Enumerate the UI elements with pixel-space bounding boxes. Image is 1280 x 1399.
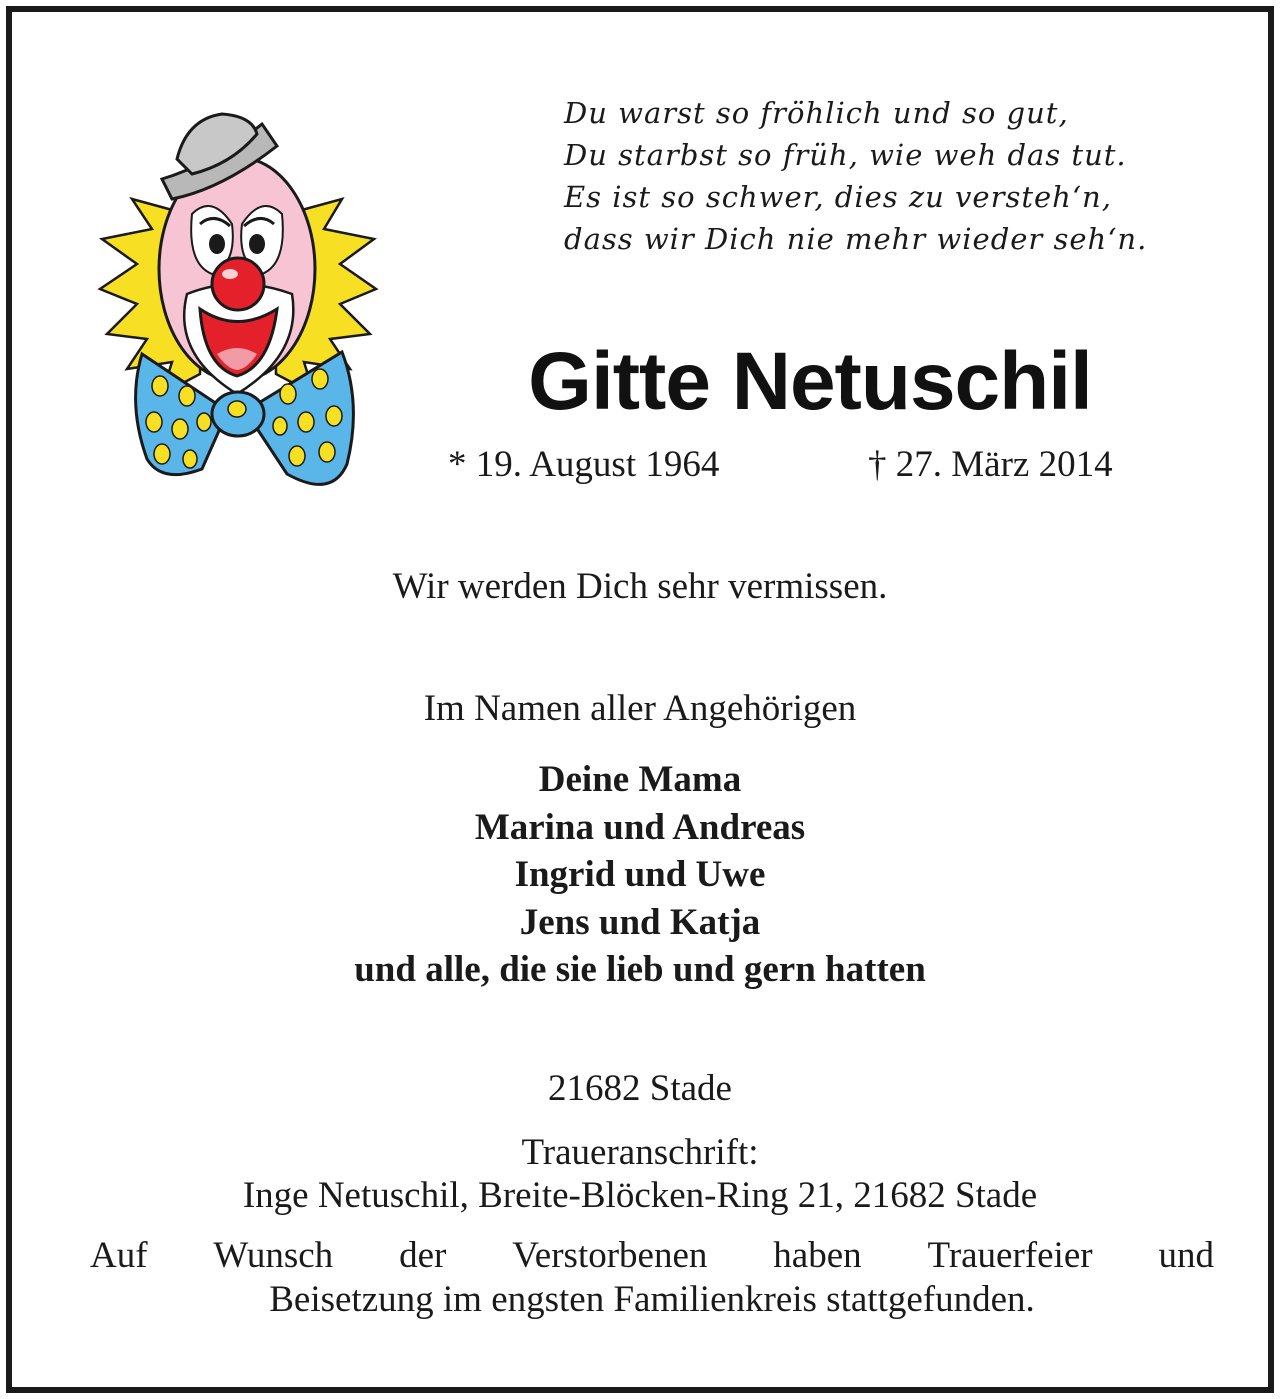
poem bbox=[564, 92, 1244, 260]
address-line: Inge Netuschil, Breite-Blöcken-Ring 21, 21682 Stade bbox=[242, 1175, 1038, 1216]
word: Auf bbox=[90, 1235, 148, 1276]
family-member: Ingrid und Uwe bbox=[514, 854, 766, 895]
poem-line: Es ist so schwer, dies zu versteh‘n, bbox=[564, 180, 1112, 214]
poem-line: Du starbst so früh, wie weh das tut. bbox=[564, 138, 1127, 172]
final-note-line-1 bbox=[90, 1234, 1214, 1278]
family-member: Jens und Katja bbox=[519, 901, 761, 943]
family-member: Deine Mama bbox=[538, 759, 742, 800]
behalf-line: Im Namen aller Angehörigen bbox=[423, 688, 857, 729]
city: 21682 Stade bbox=[548, 1068, 732, 1109]
poem-line: Du warst so fröhlich und so gut, bbox=[564, 96, 1069, 130]
address-label: Traueranschrift: bbox=[521, 1132, 759, 1173]
clown-icon bbox=[92, 104, 382, 514]
family-member: Marina und Andreas bbox=[474, 806, 806, 848]
word: und bbox=[1158, 1235, 1214, 1276]
word: der bbox=[399, 1235, 447, 1276]
word: Verstorbenen bbox=[512, 1235, 708, 1276]
deceased-name: Gitte Netuschil bbox=[528, 336, 1092, 427]
word: Wunsch bbox=[213, 1235, 334, 1276]
family-list bbox=[12, 756, 1268, 994]
poem-line: dass wir Dich nie mehr wieder seh‘n. bbox=[564, 222, 1148, 256]
death-date: † 27. März 2014 bbox=[868, 444, 1113, 485]
life-dates bbox=[432, 440, 1192, 490]
word: haben bbox=[773, 1235, 862, 1276]
obituary-notice bbox=[6, 6, 1274, 1393]
final-note-line-2: Beisetzung im engsten Familienkreis stattgefunden. bbox=[269, 1279, 1035, 1320]
word: Trauerfeier bbox=[927, 1235, 1093, 1276]
farewell-message: Wir werden Dich sehr vermissen. bbox=[392, 566, 888, 607]
family-member: und alle, die sie lieb und gern hatten bbox=[354, 949, 926, 990]
birth-date: * 19. August 1964 bbox=[448, 444, 720, 485]
final-note bbox=[90, 1234, 1214, 1322]
